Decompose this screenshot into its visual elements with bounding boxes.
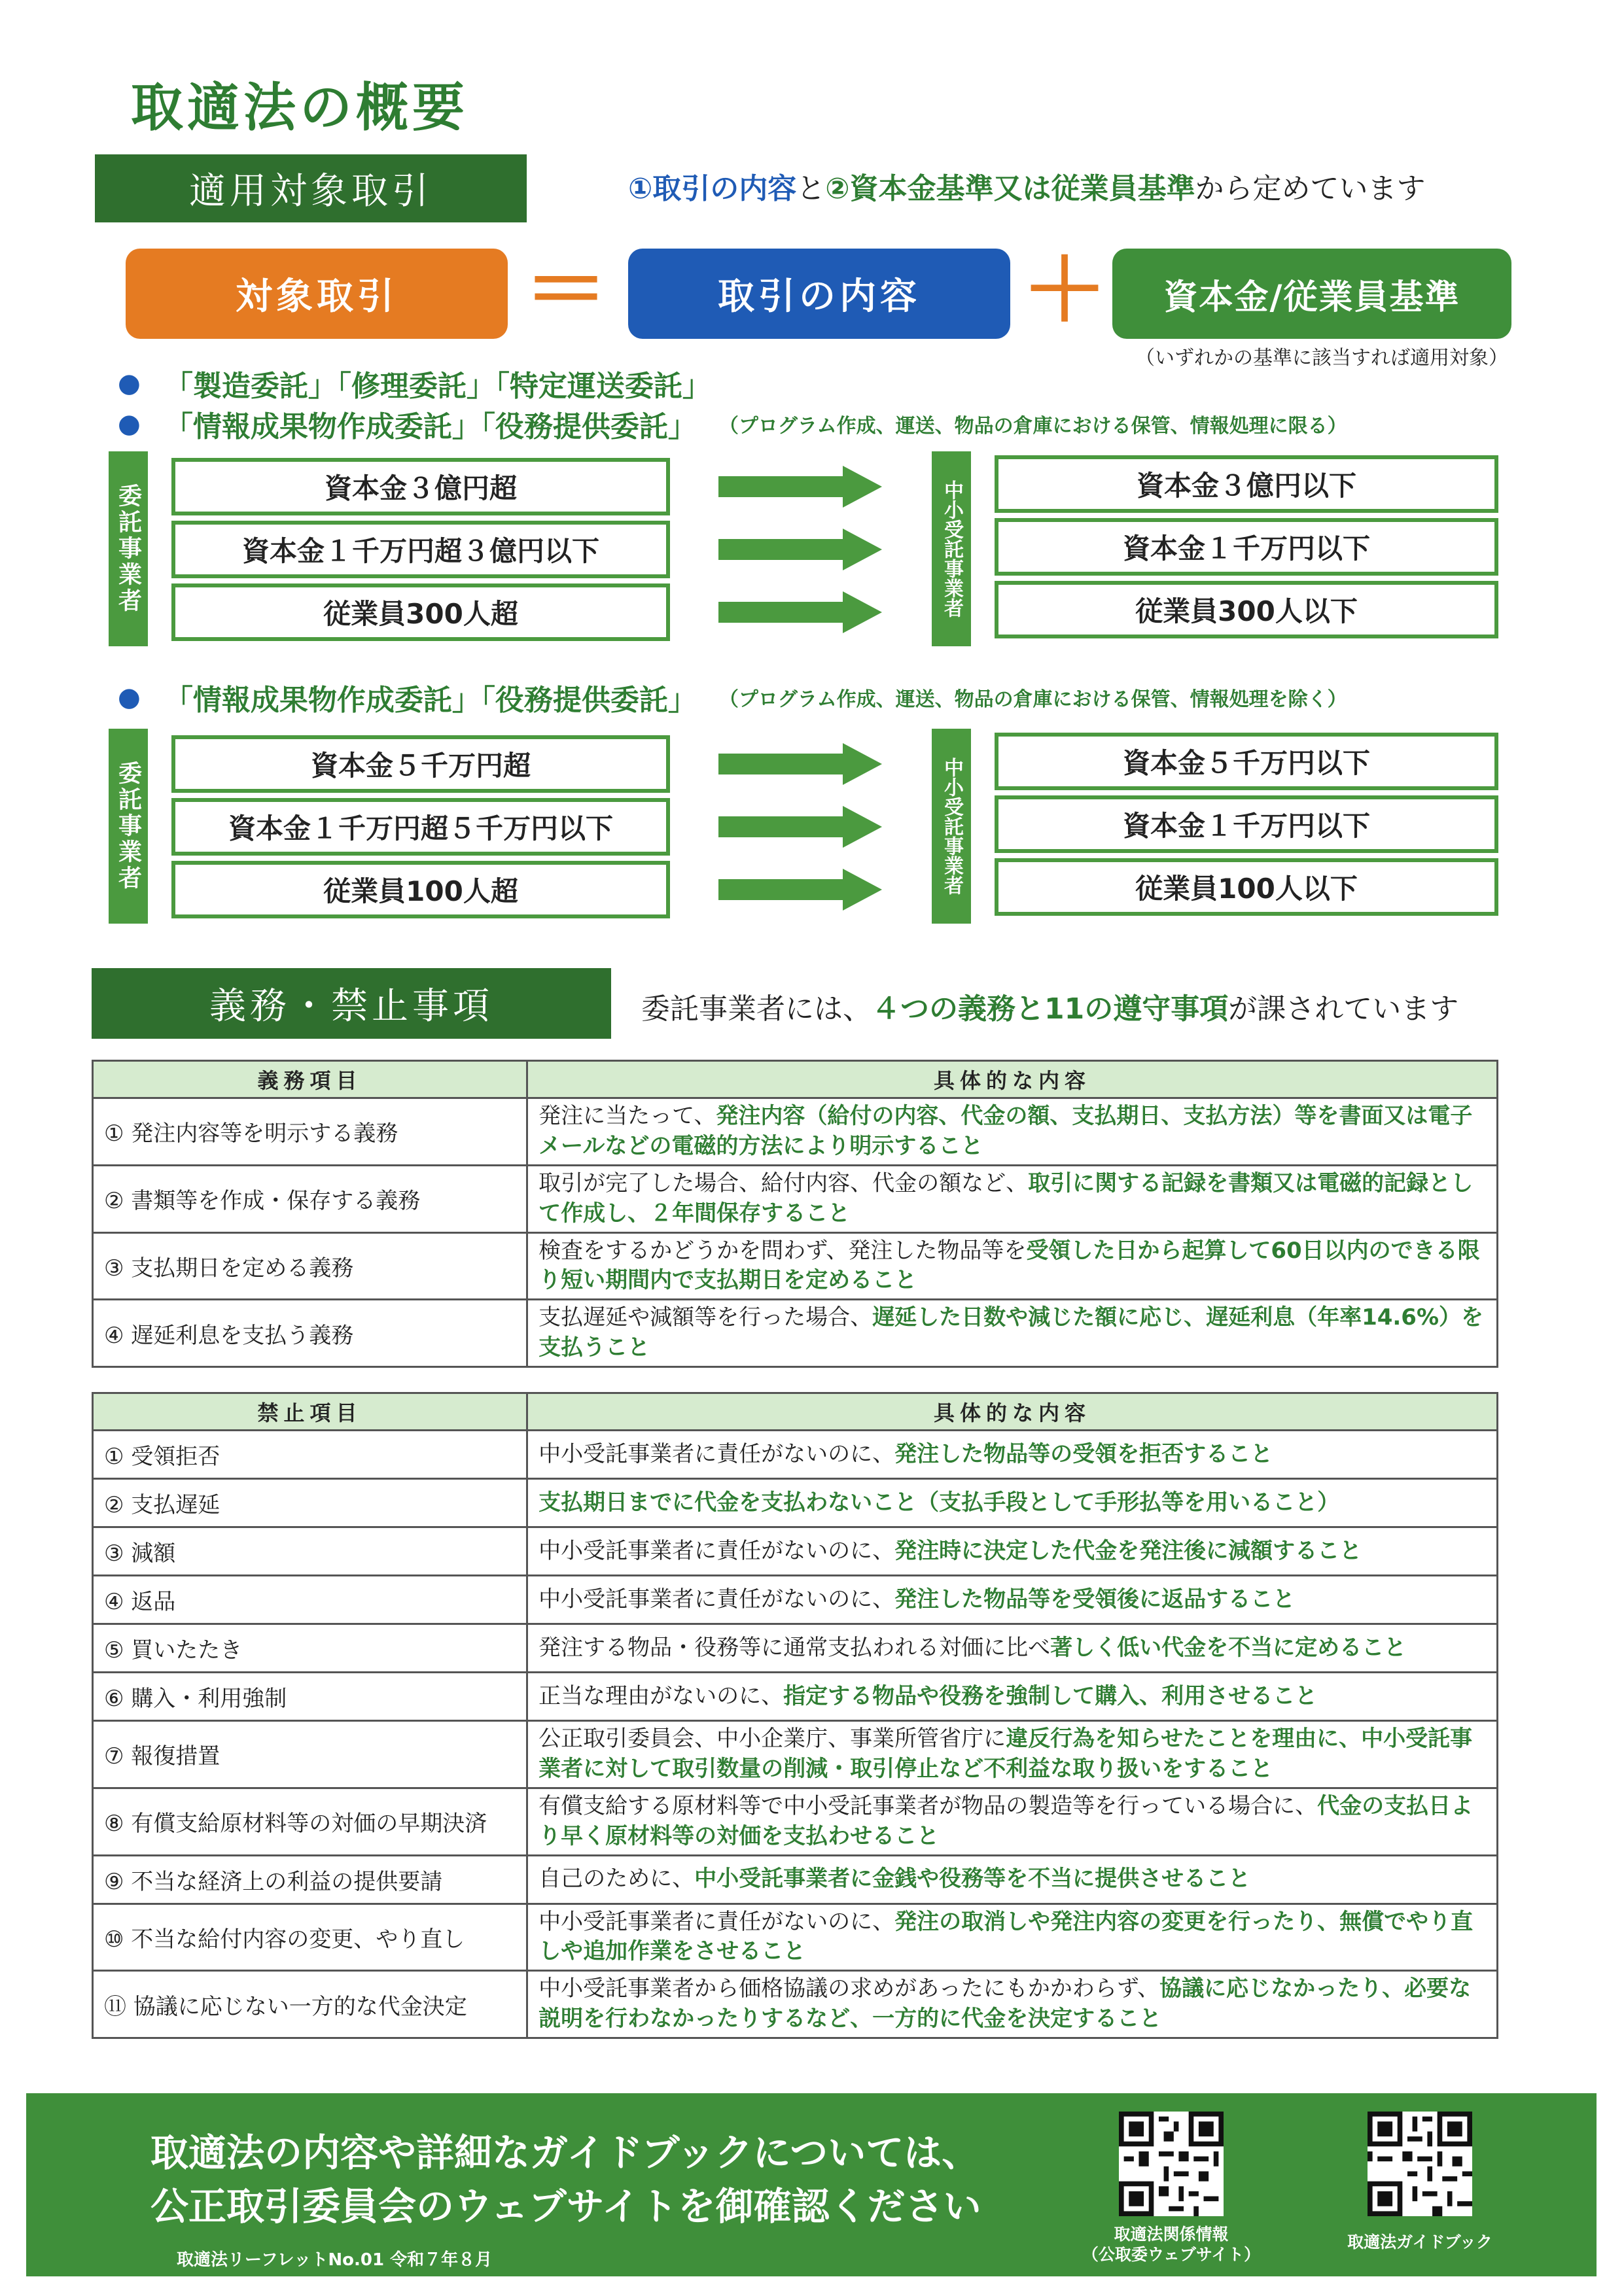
prohibitions-row — [93, 1576, 1498, 1624]
bullet-info-service-limited — [118, 403, 1347, 445]
prohibitions-row — [93, 1904, 1498, 1971]
arrow-right-icon — [718, 806, 882, 848]
qr2-caption: 取適法ガイドブック — [1347, 2233, 1492, 2252]
prohibitions-item: ④ 返品 — [93, 1576, 527, 1624]
g2-right-box-2: 資本金１千万円以下 — [995, 795, 1498, 853]
prohibitions-description — [527, 1673, 1498, 1721]
footer-line-1: 取適法の内容や詳細なガイドブックについては、 — [150, 2131, 980, 2175]
criteria-pill: 資本金/従業員基準 — [1112, 249, 1511, 339]
prohibitions-description — [527, 1971, 1498, 2038]
prohibitions-description — [527, 1479, 1498, 1527]
footer-message — [150, 2126, 981, 2234]
g1-left-box-1: 資本金３億円超 — [171, 458, 670, 515]
bullet-dot-icon: ● — [118, 409, 141, 439]
note-part-criteria: ②資本金基準又は従業員基準 — [825, 172, 1195, 205]
bullet-dot-icon: ● — [118, 682, 141, 712]
section-header-obligations: 義務・禁止事項 — [92, 968, 611, 1039]
arrow-right-icon — [718, 743, 882, 785]
bullet-info-service-excluded — [118, 676, 1347, 718]
prohibitions-description — [527, 1721, 1498, 1788]
arrow-right-icon — [718, 529, 882, 570]
qr1-caption-line1: 取適法関係情報 — [1114, 2225, 1229, 2244]
note-part-end: が課されています — [1228, 992, 1459, 1026]
prohibitions-desc-pre: 中小受託事業者に責任がないのに、 — [538, 1586, 895, 1612]
prohib-col-item: 禁止項目 — [93, 1393, 527, 1431]
transaction-content-pill: 取引の内容 — [628, 249, 1010, 339]
prohibitions-desc-hl: 中小受託事業者に金銭や役務等を不当に提供させること — [694, 1866, 1251, 1892]
prohibitions-row — [93, 1479, 1498, 1527]
prohibitions-desc-pre: 中小受託事業者から価格協議の求めがあったにもかかわらず、 — [538, 1975, 1160, 2002]
duties-item: ② 書類等を作成・保存する義務 — [93, 1165, 527, 1232]
prohibitions-item: ① 受領拒否 — [93, 1431, 527, 1479]
duties-desc-pre: 取引が完了した場合、給付内容、代金の額など、 — [538, 1170, 1029, 1196]
duties-row — [93, 1098, 1498, 1166]
prohibitions-description — [527, 1855, 1498, 1904]
duties-item: ③ 支払期日を定める義務 — [93, 1232, 527, 1300]
prohibitions-row — [93, 1855, 1498, 1904]
note-part-start: 委託事業者には、 — [641, 992, 872, 1026]
qr-code-icon[interactable] — [1368, 2112, 1472, 2216]
prohibitions-desc-hl: 違反行為を知らせたことを理由に、中小受託事業者に対して取引数量の削減・取引停止など不利益な取り扱いをすること — [538, 1726, 1473, 1782]
prohibitions-row — [93, 1721, 1498, 1788]
note-part-end: から定めています — [1195, 172, 1426, 205]
duties-description — [527, 1300, 1498, 1367]
prohib-col-content: 具体的な内容 — [527, 1393, 1498, 1431]
section1-note — [628, 165, 1426, 207]
bullet-subnote: （プログラム作成、運送、物品の倉庫における保管、情報処理を除く） — [718, 688, 1347, 711]
arrow-right-icon — [718, 869, 882, 911]
prohibitions-description — [527, 1904, 1498, 1971]
right-label-subcontractor: 中小受託事業者 — [932, 729, 971, 924]
equals-sign: ＝ — [523, 240, 609, 339]
duties-row — [93, 1232, 1498, 1300]
criteria-caption: （いずれかの基準に該当すれば適用対象） — [1135, 347, 1508, 370]
duties-description — [527, 1232, 1498, 1300]
duties-desc-pre: 検査をするかどうかを問わず、発注した物品等を — [538, 1237, 1027, 1264]
section-header-applicable: 適用対象取引 — [95, 154, 527, 222]
prohibitions-item: ⑦ 報復措置 — [93, 1721, 527, 1788]
prohibitions-desc-hl: 協議に応じなかったり、必要な説明を行わなかったりするなど、一方的に代金を決定すること — [538, 1975, 1472, 2032]
prohibitions-desc-hl: 代金の支払日より早く原材料等の対価を支払わせること — [538, 1792, 1474, 1849]
prohibitions-desc-hl: 支払期日までに代金を支払わないこと（支払手段として手形払等を用いること） — [538, 1489, 1340, 1516]
section2-note — [641, 985, 1458, 1027]
prohibitions-item: ② 支払遅延 — [93, 1479, 527, 1527]
prohibitions-row — [93, 1624, 1498, 1673]
prohibitions-desc-pre: 自己のために、 — [538, 1866, 695, 1892]
prohibitions-desc-hl: 発注の取消しや発注内容の変更を行ったり、無償でやり直しや追加作業をさせること — [538, 1908, 1474, 1965]
g1-left-box-2: 資本金１千万円超３億円以下 — [171, 521, 670, 578]
left-label-consignor: 委託事業者 — [109, 451, 148, 646]
prohibitions-item: ③ 減額 — [93, 1527, 527, 1576]
g2-left-box-3: 従業員100人超 — [171, 861, 670, 918]
prohibitions-row — [93, 1673, 1498, 1721]
note-part-duties: ４つの義務と11の遵守事項 — [872, 992, 1229, 1026]
bullet-manufacturing — [118, 362, 711, 404]
prohibitions-description — [527, 1431, 1498, 1479]
g2-left-box-2: 資本金１千万円超５千万円以下 — [171, 798, 670, 856]
left-label-consignor: 委託事業者 — [109, 729, 148, 924]
prohibitions-description — [527, 1527, 1498, 1576]
bullet-text: 「情報成果物作成委託」「役務提供委託」 — [164, 410, 697, 444]
duties-desc-hl: 受領した日から起算して60日以内のできる限り短い期間内で支払期日を定めること — [538, 1237, 1480, 1294]
prohibitions-desc-hl: 指定する物品や役務を強制して購入、利用させること — [783, 1682, 1318, 1709]
duties-item: ④ 遅延利息を支払う義務 — [93, 1300, 527, 1367]
page-title: 取適法の概要 — [131, 77, 468, 138]
right-label-subcontractor: 中小受託事業者 — [932, 451, 971, 646]
duties-row — [93, 1300, 1498, 1367]
prohibitions-item: ⑨ 不当な経済上の利益の提供要請 — [93, 1855, 527, 1904]
g1-right-box-2: 資本金１千万円以下 — [995, 518, 1498, 576]
prohibitions-row — [93, 1971, 1498, 2038]
duties-table — [92, 1060, 1498, 1368]
prohibitions-desc-pre: 公正取引委員会、中小企業庁、事業所管省庁に — [538, 1726, 1006, 1752]
prohibitions-desc-hl: 発注した物品等の受領を拒否すること — [894, 1440, 1273, 1467]
prohibitions-description — [527, 1576, 1498, 1624]
bullet-subnote: （プログラム作成、運送、物品の倉庫における保管、情報処理に限る） — [718, 415, 1347, 438]
note-part-and: と — [796, 172, 826, 205]
prohibitions-row — [93, 1431, 1498, 1479]
duties-row — [93, 1165, 1498, 1232]
prohibitions-row — [93, 1788, 1498, 1855]
prohibitions-item: ⑩ 不当な給付内容の変更、やり直し — [93, 1904, 527, 1971]
duties-desc-pre: 発注に当たって、 — [538, 1103, 716, 1129]
prohibitions-desc-pre: 中小受託事業者に責任がないのに、 — [538, 1908, 895, 1935]
bullet-dot-icon: ● — [118, 368, 141, 398]
footer-line-2: 公正取引委員会のウェブサイトを御確認ください — [150, 2184, 981, 2229]
prohibitions-desc-pre: 発注する物品・役務等に通常支払われる対価に比べ — [538, 1634, 1051, 1661]
prohibitions-description — [527, 1624, 1498, 1673]
duties-col-content: 具体的な内容 — [527, 1061, 1498, 1098]
arrow-right-icon — [718, 466, 882, 508]
prohibitions-desc-hl: 発注した物品等を受領後に返品すること — [894, 1586, 1296, 1612]
g2-right-box-3: 従業員100人以下 — [995, 858, 1498, 916]
prohibitions-description — [527, 1788, 1498, 1855]
prohibitions-desc-pre: 中小受託事業者に責任がないのに、 — [538, 1440, 895, 1467]
arrow-right-icon — [718, 591, 882, 633]
prohibitions-desc-pre: 有償支給する原材料等で中小受託事業者が物品の製造等を行っている場合に、 — [538, 1792, 1318, 1819]
prohibitions-item: ⑪ 協議に応じない一方的な代金決定 — [93, 1971, 527, 2038]
plus-sign: ＋ — [1022, 240, 1108, 339]
prohibitions-item: ⑥ 購入・利用強制 — [93, 1673, 527, 1721]
duties-item: ① 発注内容等を明示する義務 — [93, 1098, 527, 1166]
prohibitions-item: ⑧ 有償支給原材料等の対価の早期決済 — [93, 1788, 527, 1855]
qr1-caption — [1067, 2224, 1276, 2265]
prohibitions-table — [92, 1392, 1498, 2039]
duties-desc-hl: 遅延した日数や減じた額に応じ、遅延利息（年率14.6%）を支払うこと — [538, 1304, 1484, 1361]
prohibitions-desc-pre: 正当な理由がないのに、 — [538, 1682, 784, 1709]
g2-left-box-1: 資本金５千万円超 — [171, 735, 670, 793]
duties-description — [527, 1165, 1498, 1232]
bullet-text: 「情報成果物作成委託」「役務提供委託」 — [164, 684, 697, 717]
target-transaction-pill: 対象取引 — [126, 249, 508, 339]
g2-right-box-1: 資本金５千万円以下 — [995, 733, 1498, 790]
prohibitions-desc-hl: 著しく低い代金を不当に定めること — [1050, 1634, 1407, 1661]
g1-left-box-3: 従業員300人超 — [171, 583, 670, 641]
qr1-caption-line2: （公取委ウェブサイト） — [1082, 2245, 1261, 2265]
g1-right-box-3: 従業員300人以下 — [995, 581, 1498, 638]
duties-desc-hl: 取引に関する記録を書類又は電磁的記録として作成し、２年間保存すること — [538, 1170, 1474, 1226]
duties-desc-hl: 発注内容（給付の内容、代金の額、支払期日、支払方法）等を書面又は電子メールなどの電磁的方法により明示すること — [538, 1103, 1473, 1159]
duties-description — [527, 1098, 1498, 1166]
bullet-text: 「製造委託」「修理委託」「特定運送委託」 — [164, 370, 711, 403]
prohibitions-row — [93, 1527, 1498, 1576]
duties-col-item: 義務項目 — [93, 1061, 527, 1098]
qr-code-icon[interactable] — [1119, 2112, 1224, 2216]
prohibitions-desc-hl: 発注時に決定した代金を発注後に減額すること — [894, 1537, 1362, 1564]
leaflet-id: 取適法リーフレットNo.01 令和７年８月 — [177, 2250, 493, 2270]
note-part-content: ①取引の内容 — [628, 172, 797, 205]
prohibitions-desc-pre: 中小受託事業者に責任がないのに、 — [538, 1537, 895, 1564]
duties-desc-pre: 支払遅延や減額等を行った場合、 — [538, 1304, 873, 1331]
prohibitions-item: ⑤ 買いたたき — [93, 1624, 527, 1673]
g1-right-box-1: 資本金３億円以下 — [995, 455, 1498, 513]
